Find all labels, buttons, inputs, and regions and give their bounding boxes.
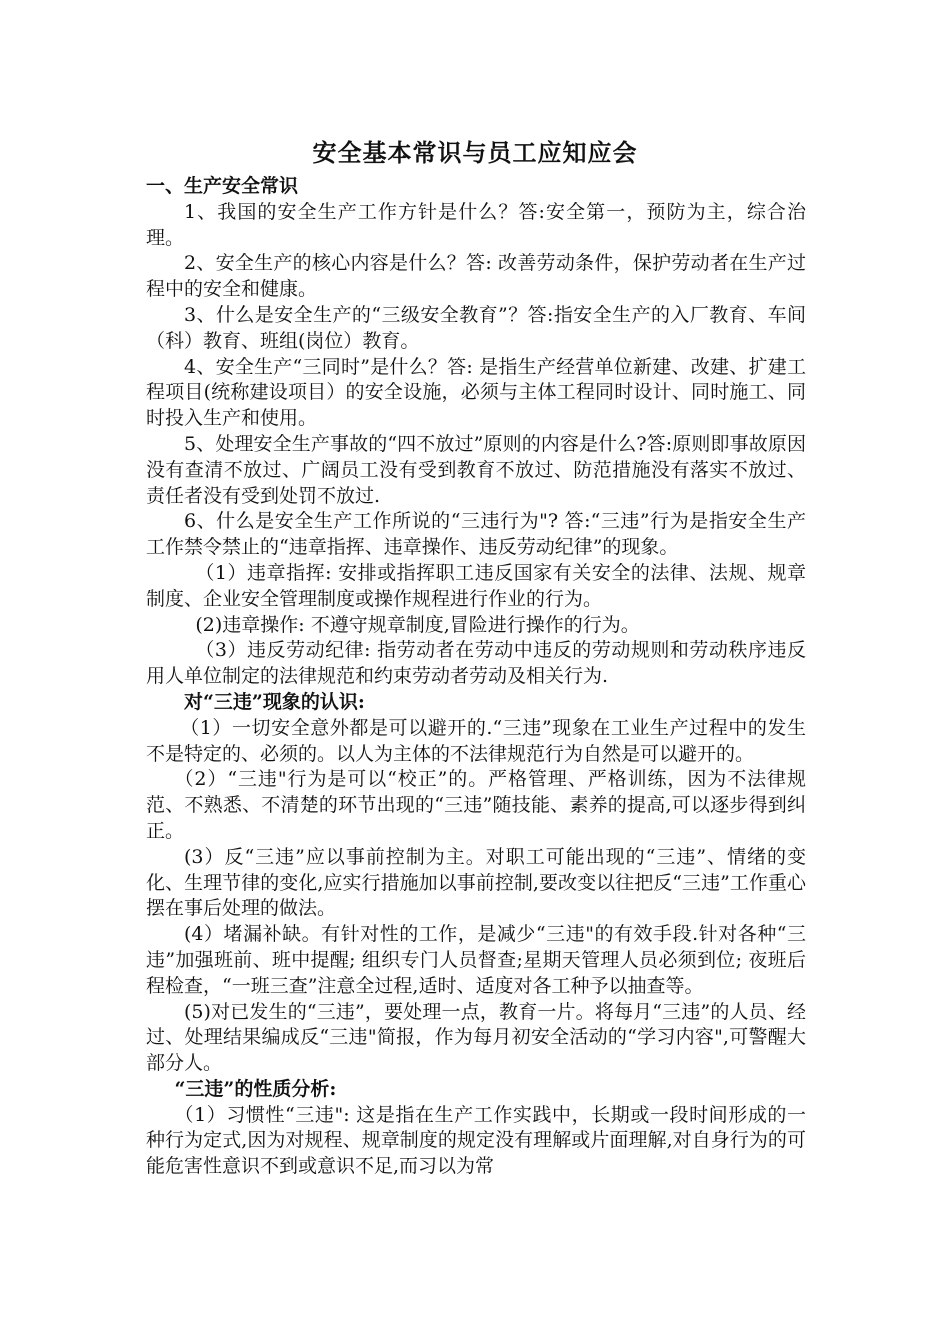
paragraph-r4: (4）堵漏补缺。有针对性的工作，是减少“三违"的有效手段.针对各种“三违”加强班前、班中提醒; 组织专门人员督查;星期天管理人员必须到位; 夜班后程检查，“一班三查”注意全过程,适时、适度对各工种予以抽查等。 <box>146 923 806 997</box>
paragraph-r3: (3）反“三违”应以事前控制为主。对职工可能出现的“三违”、情绪的变化、生理节律的变化,应实行措施加以事前控制,要改变以往把反“三违”工作重心摆在事后处理的做法。 <box>146 845 806 920</box>
paragraph-r5: (5)对已发生的“三违”，要处理一点，教育一片。将每月“三违”的人员、经过、处理结果编成反“三违"简报，作为每月初安全活动的“学习内容",可警醒大部分人。 <box>146 1000 806 1075</box>
paragraph-q2: 2、安全生产的核心内容是什么？答: 改善劳动条件，保护劳动者在生产过程中的安全和健康。 <box>146 252 806 301</box>
subheading-nature: “三违”的性质分析: <box>174 1077 337 1100</box>
section-heading: 一、生产安全常识 <box>146 175 299 197</box>
document-title: 安全基本常识与员工应知应会 <box>312 138 638 167</box>
paragraph-s1: （1）习惯性“三违": 这是指在生产工作实践中，长期或一段时间形成的一种行为定式,因为对规程、规章制度的规定没有理解或片面理解,对自身行为的可能危害性意识不到或意识不足,而习以为常 <box>146 1103 806 1178</box>
document-body <box>146 174 806 1180</box>
paragraph-q6-item1: （1）违章指挥: 安排或指挥职工违反国家有关安全的法律、法规、规章制度、企业安全管理制度或操作规程进行作业的行为。 <box>146 561 806 610</box>
paragraph-q6-item3: （3）违反劳动纪律: 指劳动者在劳动中违反的劳动规则和劳动秩序违反用人单位制定的法律规范和约束劳动者劳动及相关行为. <box>146 639 806 688</box>
paragraph-q6: 6、什么是安全生产工作所说的“三违行为"? 答:“三违”行为是指安全生产工作禁令禁止的“违章指挥、违章操作、违反劳动纪律”的现象。 <box>146 510 806 559</box>
paragraph-r1: （1）一切安全意外都是可以避开的.“三违”现象在工业生产过程中的发生不是特定的、必须的。以人为主体的不法律规范行为自然是可以避开的。 <box>146 716 806 765</box>
paragraph-q1: 1、我国的安全生产工作方针是什么？答:安全第一，预防为主，综合治理。 <box>146 200 806 249</box>
subheading-recognition: 对“三违”现象的认识: <box>184 690 365 713</box>
paragraph-q6-item2: (2)违章操作: 不遵守规章制度,冒险进行操作的行为。 <box>195 613 640 636</box>
paragraph-q5: 5、处理安全生产事故的“四不放过”原则的内容是什么?答:原则即事故原因没有查清不放过、广阔员工没有受到教育不放过、防范措施没有落实不放过、责任者没有受到处罚不放过. <box>146 432 806 507</box>
paragraph-q4: 4、安全生产“三同时”是什么？答: 是指生产经营单位新建、改建、扩建工程项目(统称建设项目）的安全设施，必须与主体工程同时设计、同时施工、同时投入生产和使用。 <box>146 355 806 430</box>
paragraph-q3: 3、什么是安全生产的“三级安全教育”？答:指安全生产的入厂教育、车间（科）教育、班组(岗位）教育。 <box>146 303 806 352</box>
paragraph-r2: （2）“三违"行为是可以“校正”的。严格管理、严格训练，因为不法律规范、不熟悉、不清楚的环节出现的“三违”随技能、素养的提高,可以逐步得到纠正。 <box>146 768 806 842</box>
